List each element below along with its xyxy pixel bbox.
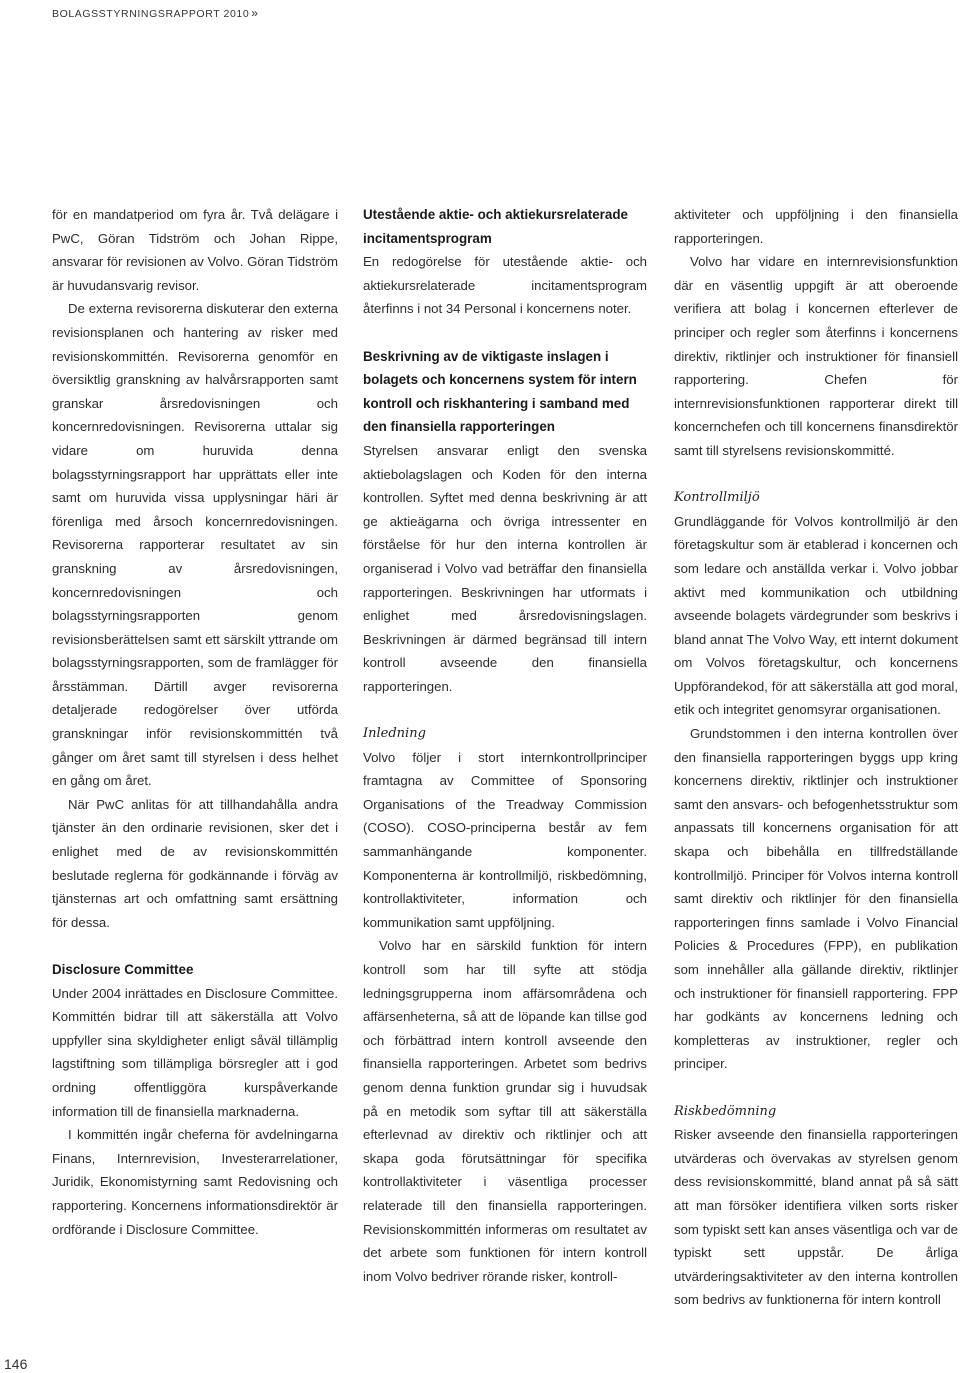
header-title: BOLAGSSTYRNINGSRAPPORT 2010 (52, 8, 250, 20)
paragraph: Volvo har vidare en internrevisionsfunktion där en väsentlig uppgift är att oberoende verifiera att bolag i koncernen efterlever de principer och regler som återfinns i koncernens direktiv, riktlinjer och instruktioner för finansiell rapportering. Chefen för internrevisionsfunktionen rapporterar direkt till koncernchefen och till koncernens finansdirektör samt till styrelsens revisionskommitté. (674, 254, 958, 458)
subheading-inledning: Inledning (363, 726, 426, 742)
paragraph: Styrelsen ansvarar enligt den svenska aktiebolagslagen och Koden för den interna kontrollen. Syftet med denna beskrivning är att ge aktieägarna och övriga intressenter en förståelse för hur den interna kontrollen är organiserad i Volvo vad beträffar den finansiella rapporteringen. Beskrivningen har utformats i enlighet med årsredovisningslagen. Beskrivningen är därmed begränsad till intern kontroll avseende den finansiella rapporteringen. (363, 442, 647, 694)
subheading-kontrollmiljo: Kontrollmiljö (674, 490, 760, 506)
paragraph: Volvo följer i stort internkontrollprinciper framtagna av Committee of Sponsoring Organisations of the Treadway Commission (COSO). COSO-principerna består av fem sammanhängande komponenter. Komponenterna är kontrollmiljö, riskbedömning, kontrollaktiviteter, information och kommunikation samt uppföljning. (363, 749, 647, 930)
paragraph: aktiviteter och uppföljning i den finansiella rapporteringen. (674, 207, 958, 246)
section-heading-disclosure-committee: Disclosure Committee (52, 962, 194, 977)
paragraph: I kommittén ingår cheferna för avdelningarna Finans, Internrevision, Investerarrelationer, Juridik, Ekonomistyrning samt Redovisning och rapportering. Koncernens informationsdirektör är ordförande i Disclosure Committee. (52, 1127, 338, 1237)
paragraph: för en mandatperiod om fyra år. Två delägare i PwC, Göran Tidström och Johan Rippe, ansvarar för revisionen av Volvo. Göran Tidström är huvudansvarig revisor. (52, 207, 338, 293)
double-chevron-icon: » (251, 6, 256, 20)
paragraph: En redogörelse för utestående aktie- och aktiekursrelaterade incitamentsprogram återfinns i not 34 Personal i koncernens noter. (363, 254, 647, 317)
paragraph: Grundläggande för Volvos kontrollmiljö är den företagskultur som är etablerad i koncernen och som ledare och anställda verkar i. Volvo jobbar aktivt med kommunikation och utbildning avseende bolagets värdegrunder som beskrivs i bland annat The Volvo Way, ett internt dokument om Volvos företagskultur, och koncernens Uppförandekod, för att säkerställa att god moral, etik och integritet genomsyrar organisationen. (674, 513, 958, 718)
section-heading-incitamentsprogram: Utestående aktie- och aktiekursrelaterade incitamentsprogram (363, 207, 628, 246)
paragraph: Risker avseende den finansiella rapporteringen utvärderas och övervakas av styrelsen genom dess revisionskommitté, bland annat på så sätt att man försöker identifiera vilken sorts risker som typiskt sett kan anses väsentliga och var de typiskt sett uppstår. De årliga utvärderingsaktiviteter av den interna kontrollen som bedrivs av funktionerna för intern kontroll (674, 1127, 958, 1308)
paragraph: När PwC anlitas för att tillhandahålla andra tjänster än den ordinarie revisionen, sker det i enlighet med de av revisionskommittén beslutade reglerna för godkännande i förväg av tjänsternas art och omfattning samt ersättning för dessa. (52, 796, 338, 930)
paragraph: De externa revisorerna diskuterar den externa revisionsplanen och hantering av risker med revisionskommittén. Revisorerna genomför en översiktlig granskning av halvårsrapporten samt granskar årsredovisningen och koncernredovisningen. Revisorerna uttalar sig vidare om huruvida denna bolagsstyrningsrapport har upprättats eller inte samt om huruvida vissa upplysningar häri är förenliga med årsoch koncernredovisningen. Revisorerna rapporterar resultatet av sin granskning av årsredovisningen, koncernredovisningen och bolagsstyrningsrapporten genom revisionsberättelsen samt ett särskilt yttrande om bolagsstyrningsrapporten, som de framlägger för årsstämman. Därtill avger revisorerna detaljerade redogörelser över utförda granskningar inför revisionskommittén två gånger om året samt till styrelsen i dess helhet en gång om året. (52, 301, 338, 789)
page-number: 146 (4, 1356, 28, 1372)
column-3 (674, 203, 958, 1312)
paragraph: Grundstommen i den interna kontrollen över den finansiella rapporteringen byggs upp kring koncernens direktiv, riktlinjer och instruktioner samt den ansvars- och befogenhetsstruktur som anpassats till koncernens organisation för att skapa och bibehålla en tillfredställande kontrollmiljö. Principer för Volvos interna kontroll samt direktiv och riktlinjer för den finansiella rapporteringen finns samlade i Volvo Financial Policies & Procedures (FPP), en publikation som innehåller alla gällande direktiv, riktlinjer och instruktioner för finansiell rapportering. FPP har godkänts av koncernens ledning och kompletteras av instruktioner, regler och principer. (674, 726, 958, 1072)
section-heading-intern-kontroll: Beskrivning av de viktigaste inslagen i bolagets och koncernens system för intern kontroll och riskhantering i samband med den finansiella rapporteringen (363, 348, 637, 435)
column-1 (52, 203, 338, 1241)
paragraph: Under 2004 inrättades en Disclosure Committee. Kommittén bidrar till att säkerställa att Volvo uppfyller sina skyldigheter enligt såväl tillämplig lagstiftning som tillämpliga börsregler att i god ordning offentliggöra kurspåverkande information till de finansiella marknaderna. (52, 985, 338, 1119)
subheading-riskbedomning: Riskbedömning (674, 1103, 777, 1119)
column-2 (363, 203, 647, 1288)
paragraph: Volvo har en särskild funktion för intern kontroll som har till syfte att stödja ledningsgrupperna inom affärsområdena och affärsenheterna, så att de löpande kan tillse god och förbättrad intern kontroll avseende den finansiella rapporteringen. Arbetet som bedrivs genom denna funktion grundar sig i huvudsak på en metodik som syftar till att säkerställa efterlevnad av direktiv och riktlinjer och att skapa goda förutsättningar för specifika kontrollaktiviteter i väsentliga processer relaterade till den finansiella rapporteringen. Revisionskommittén informeras om resultatet av det arbete som funktionen för intern kontroll inom Volvo bedriver rörande risker, kontroll- (363, 938, 647, 1284)
running-header (52, 6, 256, 20)
